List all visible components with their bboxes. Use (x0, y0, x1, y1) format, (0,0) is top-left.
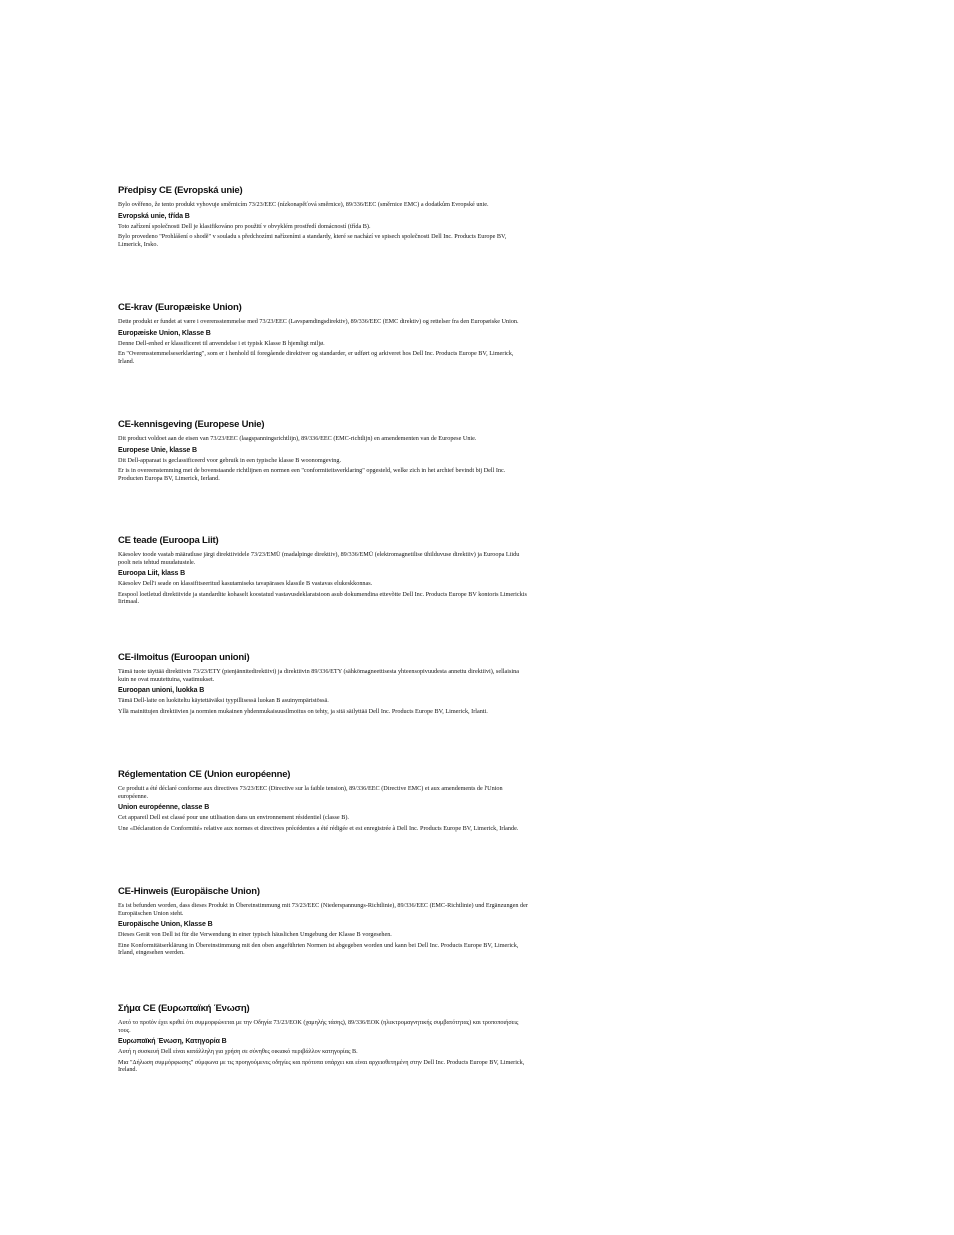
section-line1: Tämä Dell-laite on luokiteltu käytettäväksi tyypillisessä luokan B asuinympäristössä. (118, 697, 329, 705)
section-line1: Denne Dell-enhed er klassificeret til anvendelse i et typisk Klasse B hjemligt miljø. (118, 339, 325, 347)
section-title: Σήμα CE (Ευρωπαϊκή Ένωση) (118, 1003, 250, 1014)
section-line2: Eine Konformitätserklärung in Übereinstimmung mit den oben angeführten Normen ist abgegeben worden und kann bei Dell Inc. Products Europe BV, Limerick, Irland, eingesehen werden. (118, 941, 519, 957)
section-title: Réglementation CE (Union européenne) (118, 769, 291, 780)
section-intro: Tämä tuote täyttää direktiivin 73/23/ETY (pienjännitedirektiivi) ja direktiivin 89/336/ETY (sähkömagneettisesta yhteensopivuudesta annettu direktiivi), sellaisina kuin ne ovat muutettuina, vaatimukset. (118, 668, 519, 683)
section-intro: Es ist befunden worden, dass dieses Produkt in Übereinstimmung mit 73/23/EEC (Niederspannungs-Richtlinie), 89/336/EEC (EMC-Richtlinie) und Ergänzungen der Europäischen Union steht. (118, 902, 528, 917)
section-finnish (118, 652, 530, 718)
section-title: CE-kennisgeving (Europese Unie) (118, 419, 265, 430)
section-intro: Dette produkt er fundet at være i overensstemmelse med 73/23/EEC (Lavspændingsdirektiv), 89/336/EEC (EMC direktiv) og rettelser fra den Europæiske Union. (118, 318, 519, 325)
section-subtitle: Europese Unie, klasse B (118, 446, 198, 454)
section-subtitle: Euroopan unioni, luokka B (118, 687, 205, 695)
section-intro: Ce produit a été déclaré conforme aux directives 73/23/EEC (Directive sur la faible tension), 89/336/EEC (Directive EMC) et aux amendements de l'Union européenne. (118, 785, 503, 800)
section-line2: Μια "Δήλωση συμμόρφωσης" σύμφωνα με τις προηγούμενες οδηγίες και πρότυπα υπάρχει και είναι αρχειοθετημένη στην Dell Inc. Products Europe BV, Limerick, Ireland. (118, 1058, 525, 1074)
section-title: Předpisy CE (Evropská unie) (118, 185, 243, 196)
section-line1: Αυτή η συσκευή Dell είναι κατάλληλη για χρήση σε σύνηθες οικιακό περιβάλλον κατηγορίας B. (118, 1048, 358, 1056)
section-line2: Er is in overeenstemming met de bovenstaande richtlijnen en normen een "conformiteitsverklaring" opgesteld, welke zich in het archief bevindt bij Dell Inc. Producten Europa BV, Limerick, Ierland. (118, 467, 506, 482)
section-estonian (118, 535, 530, 609)
section-subtitle: Ευρωπαϊκή Ένωση, Κατηγορία B (118, 1038, 227, 1046)
section-line2: Bylo provedeno "Prohlášení o shodě" v souladu s předchozími nařízeními a standardy, které se nachází ve spisech společnosti Dell Inc. Products Europe BV, Limerick, Irsko. (118, 233, 507, 248)
section-title: CE-ilmoitus (Euroopan unioni) (118, 652, 250, 663)
section-line2: Eespool loetletud direktiivide ja standardite kohaselt koostatud vastavusdeklaratsioon asub dokumendina ettevõtte Dell Inc. Products Europe BV kontoris Limerickis Iirimaal. (118, 590, 527, 606)
section-german (118, 886, 530, 960)
section-line1: Käesolev Dell'i seade on klassifitseeritud kasutamiseks tavapärases klassile B vastavas elukeskkonnas. (118, 580, 373, 588)
section-subtitle: Europæiske Union, Klasse B (118, 329, 211, 337)
section-subtitle: Evropská unie, třída B (118, 212, 190, 220)
section-line2: Yllä mainittujen direktiivien ja normien mukainen yhdenmukaisuusilmoitus on tehty, ja sitä säilyttää Dell Inc. Products Europe BV, Limerick, Irlanti. (118, 707, 488, 715)
section-line2: Une «Déclaration de Conformité» relative aux normes et directives précédentes a été rédigée et est enregistrée à Dell Inc. Products Europe BV, Limerick, Irlande. (118, 824, 519, 832)
section-danish (118, 302, 530, 368)
section-line1: Cet appareil Dell est classé pour une utilisation dans un environnement résidentiel (classe B). (118, 814, 349, 822)
section-french (118, 769, 530, 835)
section-dutch (118, 419, 530, 485)
section-subtitle: Europäische Union, Klasse B (118, 921, 213, 929)
section-subtitle: Union européenne, classe B (118, 804, 210, 812)
section-line1: Dieses Gerät von Dell ist für die Verwendung in einer typisch häuslichen Umgebung der Klasse B vorgesehen. (118, 931, 392, 939)
section-greek (118, 1003, 530, 1077)
section-intro: Bylo ověřeno, že tento produkt vyhovuje směrnicím 73/23/EEC (nízkonapěťová směrnice), 89/336/EEC (směrnice EMC) a dodatkům Evropské unie. (118, 201, 489, 208)
section-intro: Dit product voldoet aan de eisen van 73/23/EEC (laagspanningsrichtlijn), 89/336/EEC (EMC-richtlijn) en amendementen van de Europese Unie. (118, 435, 477, 442)
section-line1: Dit Dell-apparaat is geclassificeerd voor gebruik in een typische klasse B woonomgeving. (118, 456, 342, 464)
section-line2: En "Overensstemmelseserklæring", som er i henhold til foregående direktiver og standarder, er udført og arkiveret hos Dell Inc. Products Europe BV, Limerick, Irland. (118, 350, 514, 365)
section-line1: Toto zařízení společnosti Dell je klasifikováno pro použití v obvyklém prostředí domácností (třída B). (118, 222, 371, 230)
section-title: CE-krav (Europæiske Union) (118, 302, 242, 313)
section-intro: Αυτό το προϊόν έχει κριθεί ότι συμμορφώνεται με την Οδηγία 73/23/EOK (χαμηλής τάσης), 89/336/EOK (ηλεκτρομαγνητικής συμβατότητας) και τροποποιήσεις τους. (118, 1019, 519, 1034)
section-intro: Käesolev toode vastab määratluse järgi direktiividele 73/23/EMÜ (madalpinge direktiiv), 89/336/EMÜ (elektromagnetilise ühilduvuse direktiiv) ja Euroopa Liidu poolt neis tehtud muudatustele. (118, 551, 520, 566)
section-title: CE teade (Euroopa Liit) (118, 535, 219, 546)
section-subtitle: Euroopa Liit, klass B (118, 570, 186, 578)
section-title: CE-Hinweis (Europäische Union) (118, 886, 260, 897)
section-czech (118, 185, 530, 251)
